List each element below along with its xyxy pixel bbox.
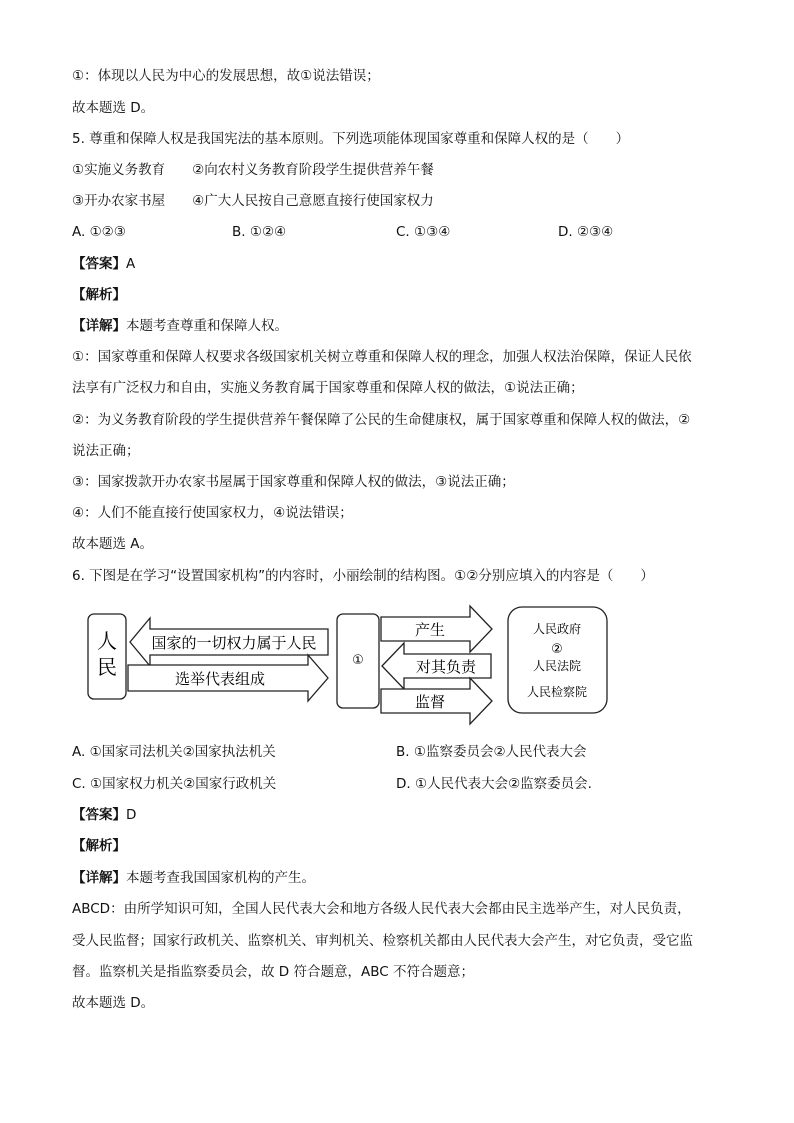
arrow-produce-label: 产生 — [414, 621, 446, 639]
q5-para2b: 说法正确； — [72, 443, 140, 459]
q5-para4: ④：人们不能直接行使国家权力，④说法错误； — [72, 505, 353, 521]
q6-option-b: B. ①监察委员会②人民代表大会 — [396, 744, 587, 760]
box-2-label: ② — [551, 642, 563, 657]
prev-conclusion: 故本题选 D。 — [72, 100, 155, 116]
detail-text: 本题考查我国国家机构的产生。 — [126, 870, 315, 886]
q6-answer — [72, 805, 136, 825]
q5-para2a: ②：为义务教育阶段的学生提供营养午餐保障了公民的生命健康权，属于国家尊重和保障人权的做法，② — [72, 412, 691, 428]
q6-option-c: C. ①国家权力机关②国家行政机关 — [72, 776, 277, 792]
arrow-power-label: 国家的一切权力属于人民 — [151, 634, 317, 652]
q6-para1b: 受人民监督；国家行政机关、监察机关、审判机关、检察机关都由人民代表大会产生，对它负责，受它监 — [72, 933, 693, 949]
q5-stem: 5. 尊重和保障人权是我国宪法的基本原则。下列选项能体现国家尊重和保障人权的是（ ） — [72, 131, 630, 147]
box-1-label: ① — [352, 653, 364, 668]
q5-para3: ③：国家拨款开办农家书屋属于国家尊重和保障人权的做法，③说法正确； — [72, 474, 515, 490]
detail-tag: 【详解】 — [72, 870, 126, 886]
prev-analysis-line: ①：体现以人民为中心的发展思想，故①说法错误； — [72, 68, 380, 84]
answer-value: D — [126, 807, 137, 823]
q5-option-b: B. ①②④ — [232, 224, 287, 240]
q5-conclusion: 故本题选 A。 — [72, 536, 154, 552]
q5-para1a: ①：国家尊重和保障人权要求各级国家机关树立尊重和保障人权的理念，加强人权法治保障，保证人民依 — [72, 349, 692, 365]
q6-option-a: A. ①国家司法机关②国家执法机关 — [72, 744, 276, 760]
people-char-2: 民 — [97, 655, 117, 679]
arrow-supervise-label: 监督 — [414, 693, 446, 711]
answer-tag: 【答案】 — [72, 256, 126, 272]
q5-option-c: C. ①③④ — [396, 224, 451, 240]
q5-detail — [72, 316, 288, 336]
detail-text: 本题考查尊重和保障人权。 — [126, 318, 288, 334]
structure-diagram — [0, 600, 794, 730]
q5-items-1: ①实施义务教育 ②向农村义务教育阶段学生提供营养午餐 — [72, 162, 434, 178]
org-gov-label: 人民政府 — [532, 622, 582, 636]
q5-option-d: D. ②③④ — [558, 224, 614, 240]
q6-para1a: ABCD：由所学知识可知，全国人民代表大会和地方各级人民代表大会都由民主选举产生，对人民负责， — [72, 901, 691, 917]
q6-stem: 6. 下图是在学习“设置国家机构”的内容时，小丽绘制的结构图。①②分别应填入的内容是（ ） — [72, 568, 654, 584]
detail-tag: 【详解】 — [72, 318, 126, 334]
q6-para1c: 督。监察机关是指监察委员会，故 D 符合题意，ABC 不符合题意； — [72, 964, 474, 980]
org-procuratorate-label: 人民检察院 — [526, 685, 588, 699]
q5-answer — [72, 254, 135, 274]
answer-tag: 【答案】 — [72, 807, 126, 823]
q6-analysis-tag: 【解析】 — [72, 838, 126, 854]
arrow-elect-label: 选举代表组成 — [174, 670, 266, 688]
q5-para1b: 法享有广泛权力和自由，实施义务教育属于国家尊重和保障人权的做法，①说法正确； — [72, 380, 584, 396]
q5-analysis-tag: 【解析】 — [72, 287, 126, 303]
q6-conclusion: 故本题选 D。 — [72, 995, 155, 1011]
q5-option-a: A. ①②③ — [72, 224, 126, 240]
answer-value: A — [126, 256, 136, 272]
q6-detail — [72, 868, 315, 888]
q5-items-2: ③开办农家书屋 ④广大人民按自己意愿直接行使国家权力 — [72, 193, 434, 209]
people-char-1: 人 — [97, 629, 117, 653]
q6-option-d: D. ①人民代表大会②监察委员会. — [396, 776, 592, 792]
arrow-responsible-label: 对其负责 — [415, 658, 477, 676]
org-court-label: 人民法院 — [532, 659, 582, 673]
